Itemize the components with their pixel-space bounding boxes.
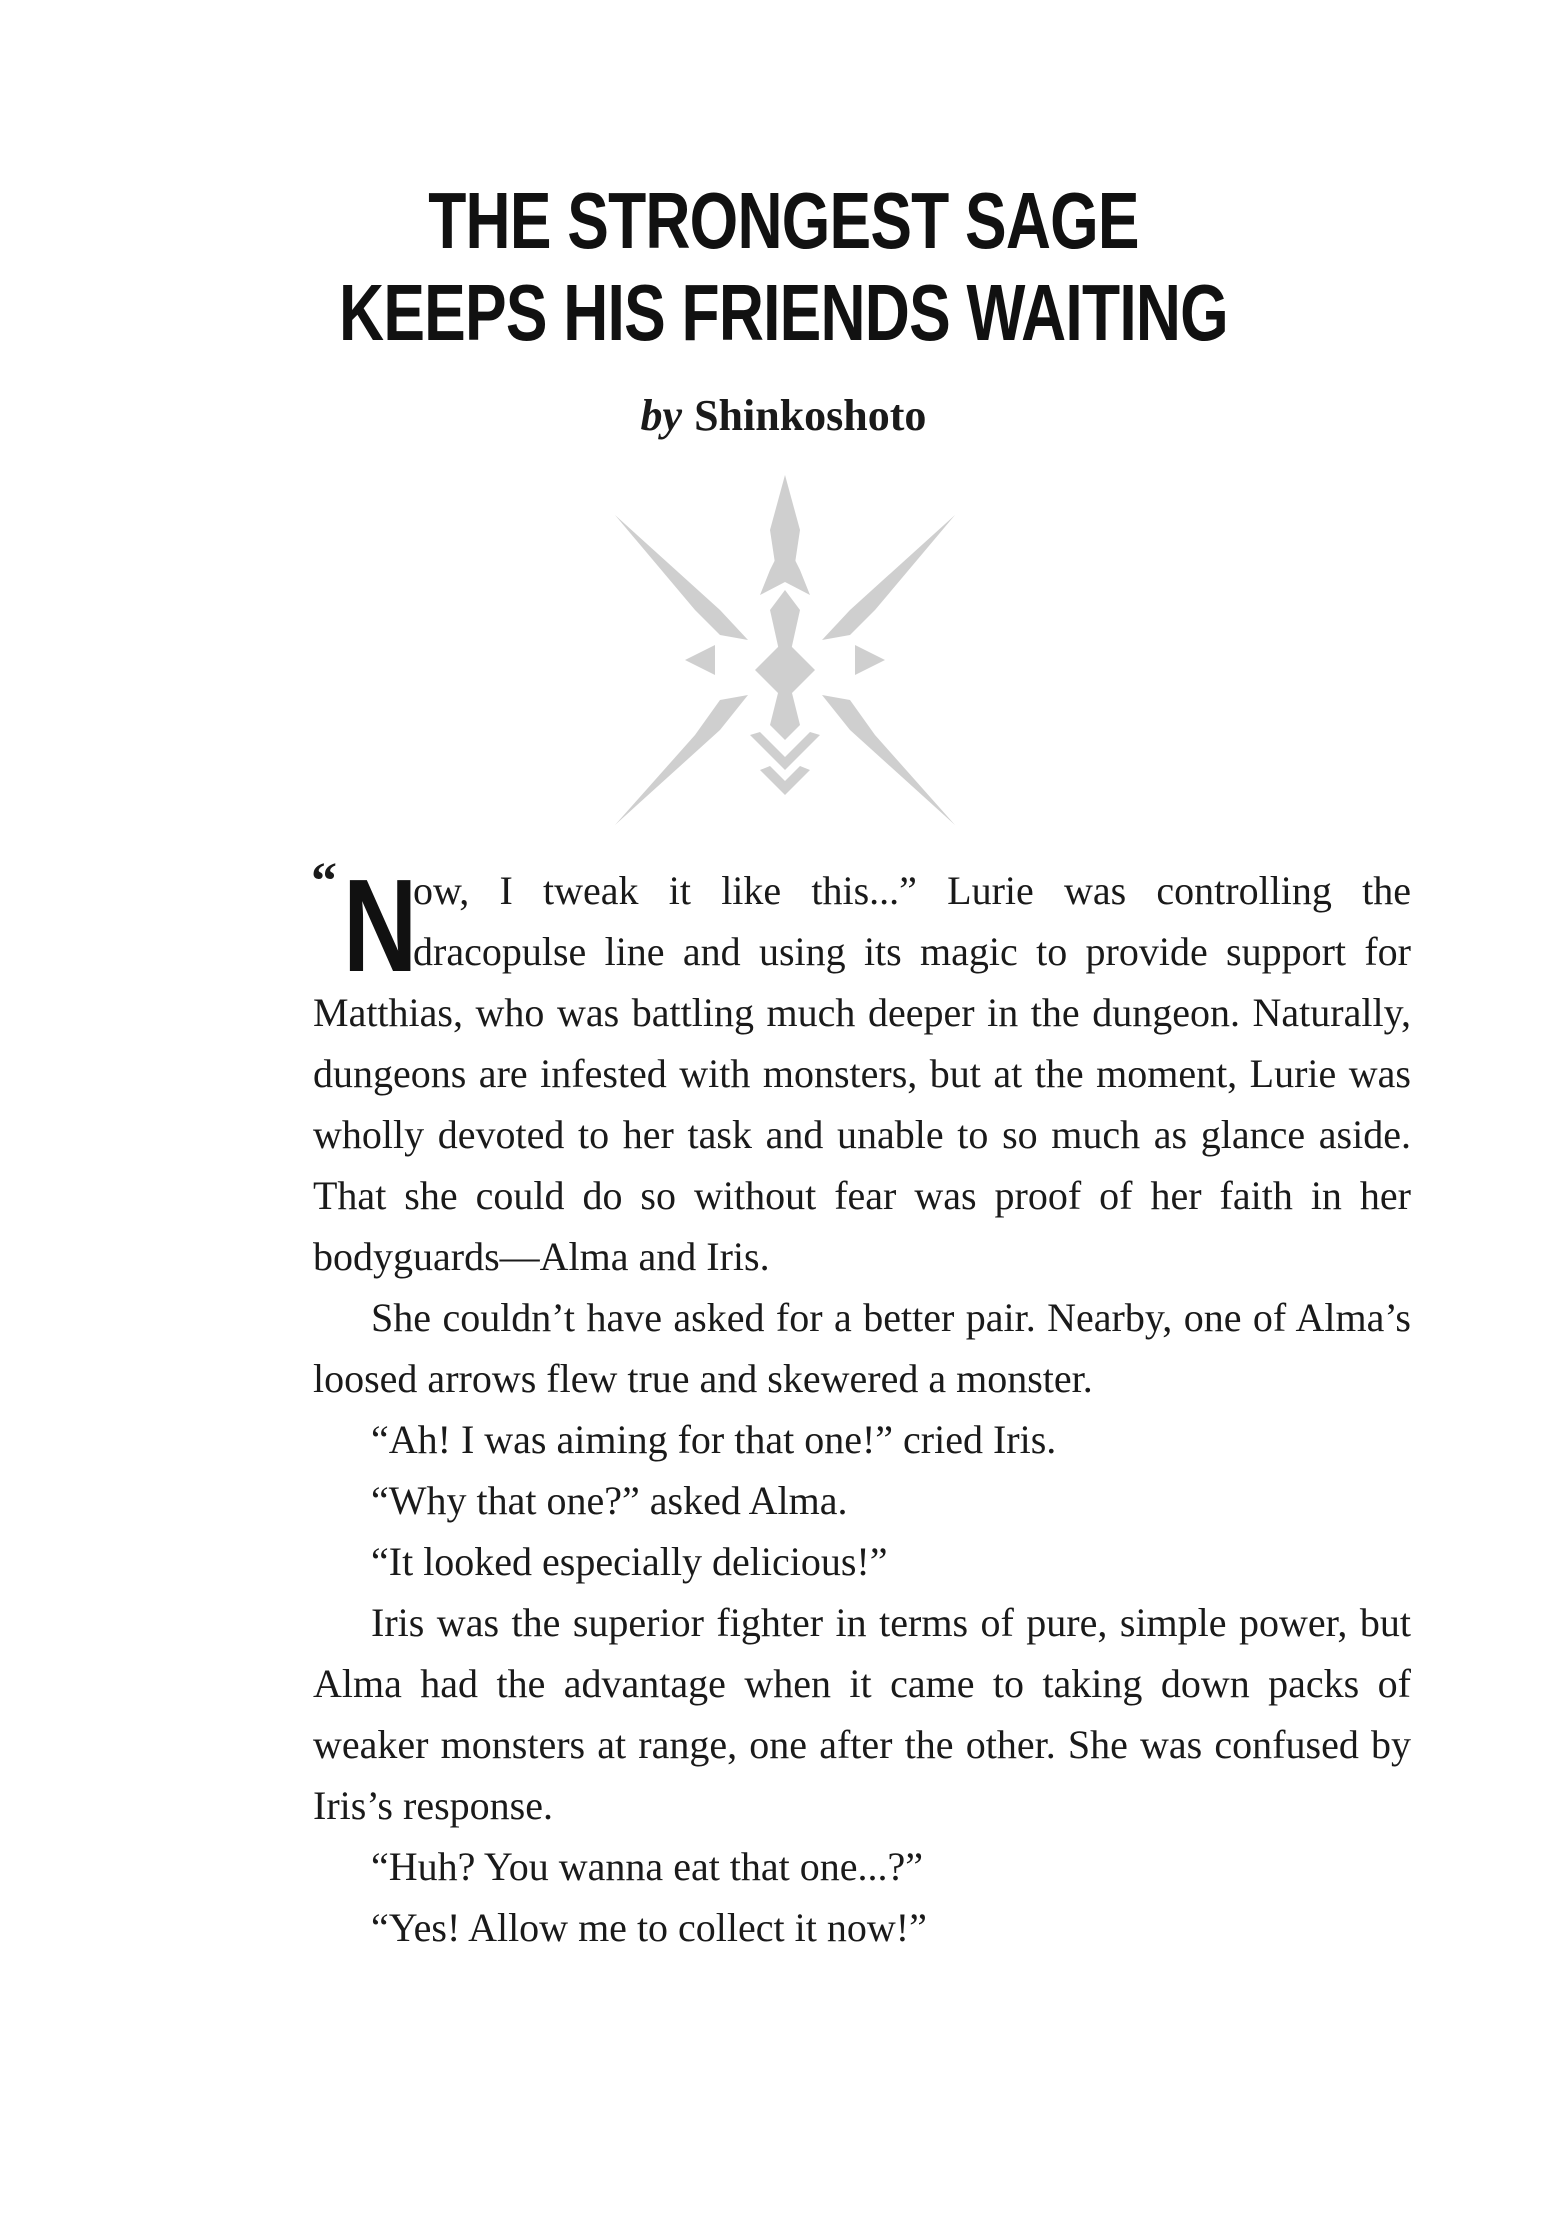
paragraph-7: “Huh? You wanna eat that one...?” — [371, 1844, 924, 1889]
paragraph-8: “Yes! Allow me to collect it now!” — [371, 1905, 927, 1950]
paragraph-6: Iris was the superior fighter in terms of pure, simple power, but Alma had the advantage when it came to taking down packs of weaker monsters at range, one after the other. She was confused by Iris’s response. — [313, 1600, 1411, 1828]
story-text — [311, 852, 1411, 1958]
drop-cap-letter: N — [343, 852, 418, 999]
byline — [0, 390, 1567, 441]
opening-quote-mark: “ — [311, 853, 337, 910]
paragraph-1: ow, I tweak it like this...” Lurie was controlling the dracopulse line and using its magic to provide support for Matthias, who was battling much deeper in the dungeon. Naturally, dungeons are infested with monsters, but at the moment, Lurie was wholly devoted to her task and unable to so much as glance aside. That she could do so without fear was proof of her faith in her bodyguards—Alma and Iris. — [313, 868, 1411, 1279]
paragraph-3: “Ah! I was aiming for that one!” cried Iris. — [371, 1417, 1057, 1462]
star-emblem-icon — [600, 470, 970, 840]
byline-prefix: by — [640, 391, 683, 440]
emblem-shapes — [615, 475, 955, 825]
chapter-title — [0, 175, 1567, 359]
paragraph-5: “It looked especially delicious!” — [371, 1539, 888, 1584]
paragraph-4: “Why that one?” asked Alma. — [371, 1478, 848, 1523]
opening-paragraph — [311, 852, 1411, 1287]
title-line-2: KEEPS HIS FRIENDS WAITING — [339, 268, 1228, 357]
paragraph-2: She couldn’t have asked for a better pair. Nearby, one of Alma’s loosed arrows flew true and skewered a monster. — [313, 1295, 1411, 1401]
author-name: Shinkoshoto — [694, 391, 927, 440]
title-line-1: THE STRONGEST SAGE — [428, 176, 1139, 265]
